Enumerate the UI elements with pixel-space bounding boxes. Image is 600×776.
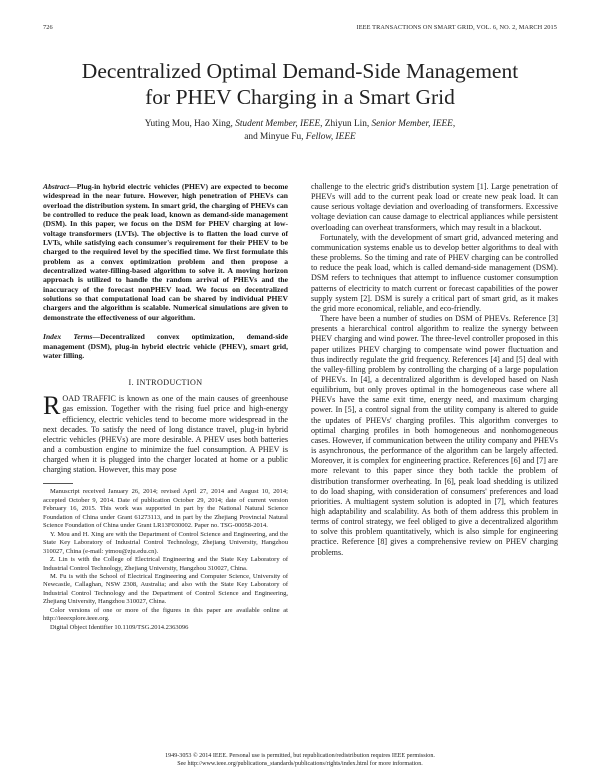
right-column	[311, 182, 558, 558]
index-terms	[43, 332, 288, 360]
title-line-1: Decentralized Optimal Demand-Side Management	[81, 59, 519, 83]
author-block	[60, 118, 540, 143]
footnotes	[43, 488, 288, 632]
drop-cap: R	[43, 391, 61, 421]
page-number: 726	[43, 24, 53, 31]
section-heading-introduction: I. INTRODUCTION	[128, 378, 203, 388]
journal-citation: IEEE TRANSACTIONS ON SMART GRID, VOL. 6, NO. 2, MARCH 2015	[356, 24, 557, 31]
author-names-1: Yuting Mou, Hao Xing,	[144, 119, 236, 129]
author-role-student: Student Member, IEEE	[235, 119, 321, 129]
rights-info-line: See http://www.ieee.org/publications_standards/publications/rights/index.html for more information.	[177, 761, 423, 767]
footnote-affiliation-fu: M. Fu is with the School of Electrical Engineering and Computer Science, University of Newcastle, Callaghan, NSW 2308, Australia; and also with the State Key Laboratory of Industrial Control Technology and the Department of Control Science and Engineering, Zhejiang University, Hangzhou 310027, China.	[43, 572, 288, 606]
index-terms-label: Index Terms	[43, 332, 93, 342]
abstract	[43, 182, 288, 322]
footnote-manuscript: Manuscript received January 26, 2014; revised April 27, 2014 and August 10, 2014; accepted October 9, 2014. Date of publication October 29, 2014; date of current version February 16, 2015. This work was supported in part by the National Natural Science Foundation of China under Grant 61273113, and in part by the Zhejiang Provincial Natural Science Foundation of China under Grant LR13F030002. Paper no. TSG-00058-2014.	[43, 488, 288, 530]
intro-first-word: OAD TRAFFIC	[62, 394, 116, 404]
running-header	[43, 24, 557, 34]
title-line-2: for PHEV Charging in a Smart Grid	[145, 85, 455, 109]
paragraph-related-work: There have been a number of studies on DSM of PHEVs. Reference [3] presents a hierarchical control algorithm to realize the synergy between PHEV charging and wind power. The three-level controller proposed in this paper utilizes PHEV charging to compensate wind power fluctuation and thus indirectly regulate the grid frequency. References [4] and [5] deal with the valley-filling problem by controlling the charging of a large population of PHEVs. In [4], a decentralized algorithm is developed based on Nash equilibrium, but only proves optimal in the homogeneous case where all PHEVs have the same exit time, energy need, and maximum charging power. In [5], a control signal from the utility company is altered to guide the updates of PHEVs' charging profiles. This algorithm converges to optimal charging profiles in both homogeneous and nonhomogeneous cases. However, if communication between the utility company and PHEVs is asynchronous, the performance of the algorithm can be largely affected. Moreover, it is complex for engineering practice. References [6] and [7] are more relevant to this paper since they both tackle the problem of distribution transformer overheating. In [6], peak load shedding is utilized to do load shaping, with consideration of consumers' preferences and load priorities. A multiagent system solution is adopted in [7], which features high adaptability and scalability. As both of them address this problem in terms of control strategy, we feel obliged to give a decentralized algorithm to solve this problem quantitatively, which is also simple for engineering practice. Reference [8] gives a comprehensive review on PHEV charging problems.	[311, 314, 558, 557]
abstract-text: —Plug-in hybrid electric vehicles (PHEV) are expected to become widespread in the near future. However, high penetration of PHEVs can overload the distribution system. In smart grid, the charging of PHEVs can be controlled to reduce the peak load, known as demand-side management (DSM). In this paper, we focus on the DSM for PHEV charging at low-voltage transformers (LVTs). The objective is to flatten the load curve of LVTs, while satisfying each consumer's requirement for their PHEV to be charged to the required level by the specified time. We first formulate this problem as a convex optimization problem and then propose a decentralized water-filling-based algorithm to solve it. A moving horizon approach is utilized to handle the random arrival of PHEVs and the inaccuracy of the forecast nonPHEV load. We focus on decentralized solutions so that computational load can be shared by individual PHEV chargers and the algorithm is scalable. Numerical simulations are given to demonstrate the effectiveness of our algorithm.	[43, 182, 288, 322]
paper-title	[40, 58, 560, 110]
copyright-line: 1949-3053 © 2014 IEEE. Personal use is permitted, but republication/redistribution requires IEEE permission.	[165, 753, 435, 759]
author-separator: , Zhiyun Lin,	[320, 119, 372, 129]
author-line-2	[60, 131, 540, 144]
paragraph-smart-grid: Fortunately, with the development of smart grid, advanced metering and communication systems enable us to develop better algorithms to deal with these problems. So the timing and rate of PHEV charging can be controlled to reduce the peak load, which is called demand-side management (DSM). DSM refers to techniques that attempt to influence customer consumption patterns of electricity to match current or forecast capabilities of the power supply system [2]. DSM is surely a critical part of smart grid, as it makes the grid more economical, reliable, and eco-friendly.	[311, 232, 558, 313]
author-line-end: ,	[452, 119, 456, 129]
author-names-2: and Minyue Fu,	[244, 131, 306, 142]
left-column	[43, 182, 288, 632]
paragraph-challenge: challenge to the electric grid's distribution system [1]. Large penetration of PHEVs will add to the current peak load or create new peak load. It can cause serious voltage deviation and overloading of transformers. Excessive voltage deviation can cause damage to electrical appliances while persistent overloading can overheat transformers, which may result in a blackout.	[311, 182, 558, 232]
footnote-affiliation-lin: Z. Lin is with the College of Electrical Engineering and the State Key Laboratory of Industrial Control Technology, Zhejiang University, Hangzhou 310027, China.	[43, 556, 288, 572]
footnote-color-versions: Color versions of one or more of the figures in this paper are available online at http://ieeexplore.ieee.org.	[43, 606, 288, 623]
introduction-paragraph	[43, 391, 288, 475]
footnote-affiliation-mou-xing: Y. Mou and H. Xing are with the Department of Control Science and Engineering, and the State Key Laboratory of Industrial Control Technology, Zhejiang University, Hangzhou 310027, China (e-mail: ytmou@zju.edu.cn).	[43, 530, 288, 555]
author-role-fellow: Fellow, IEEE	[305, 131, 356, 142]
footnote-rule	[43, 483, 73, 484]
footnote-doi: Digital Object Identifier 10.1109/TSG.2014.2363096	[50, 623, 189, 631]
intro-text: is known as one of the main causes of greenhouse gas emission. Together with the rising fuel price and high-energy efficiency, electric vehicles tend to become more widespread in the next decades. To satisfy the need of long distance travel, plug-in hybrid electric vehicles (PHEVs) are more desirable. A PHEV uses both batteries and a combustion engine to minimize the fuel consumption. A PHEV is charged when it is plugged into the charger located at home or a public charging station. However, this may pose	[43, 394, 288, 475]
author-line-1	[60, 118, 540, 131]
index-terms-text: —Decentralized convex optimization, demand-side management (DSM), plug-in hybrid electric vehicle (PHEV), smart grid, water filling.	[43, 332, 288, 360]
abstract-label: Abstract	[43, 182, 70, 191]
author-role-senior: Senior Member, IEEE	[371, 119, 453, 129]
